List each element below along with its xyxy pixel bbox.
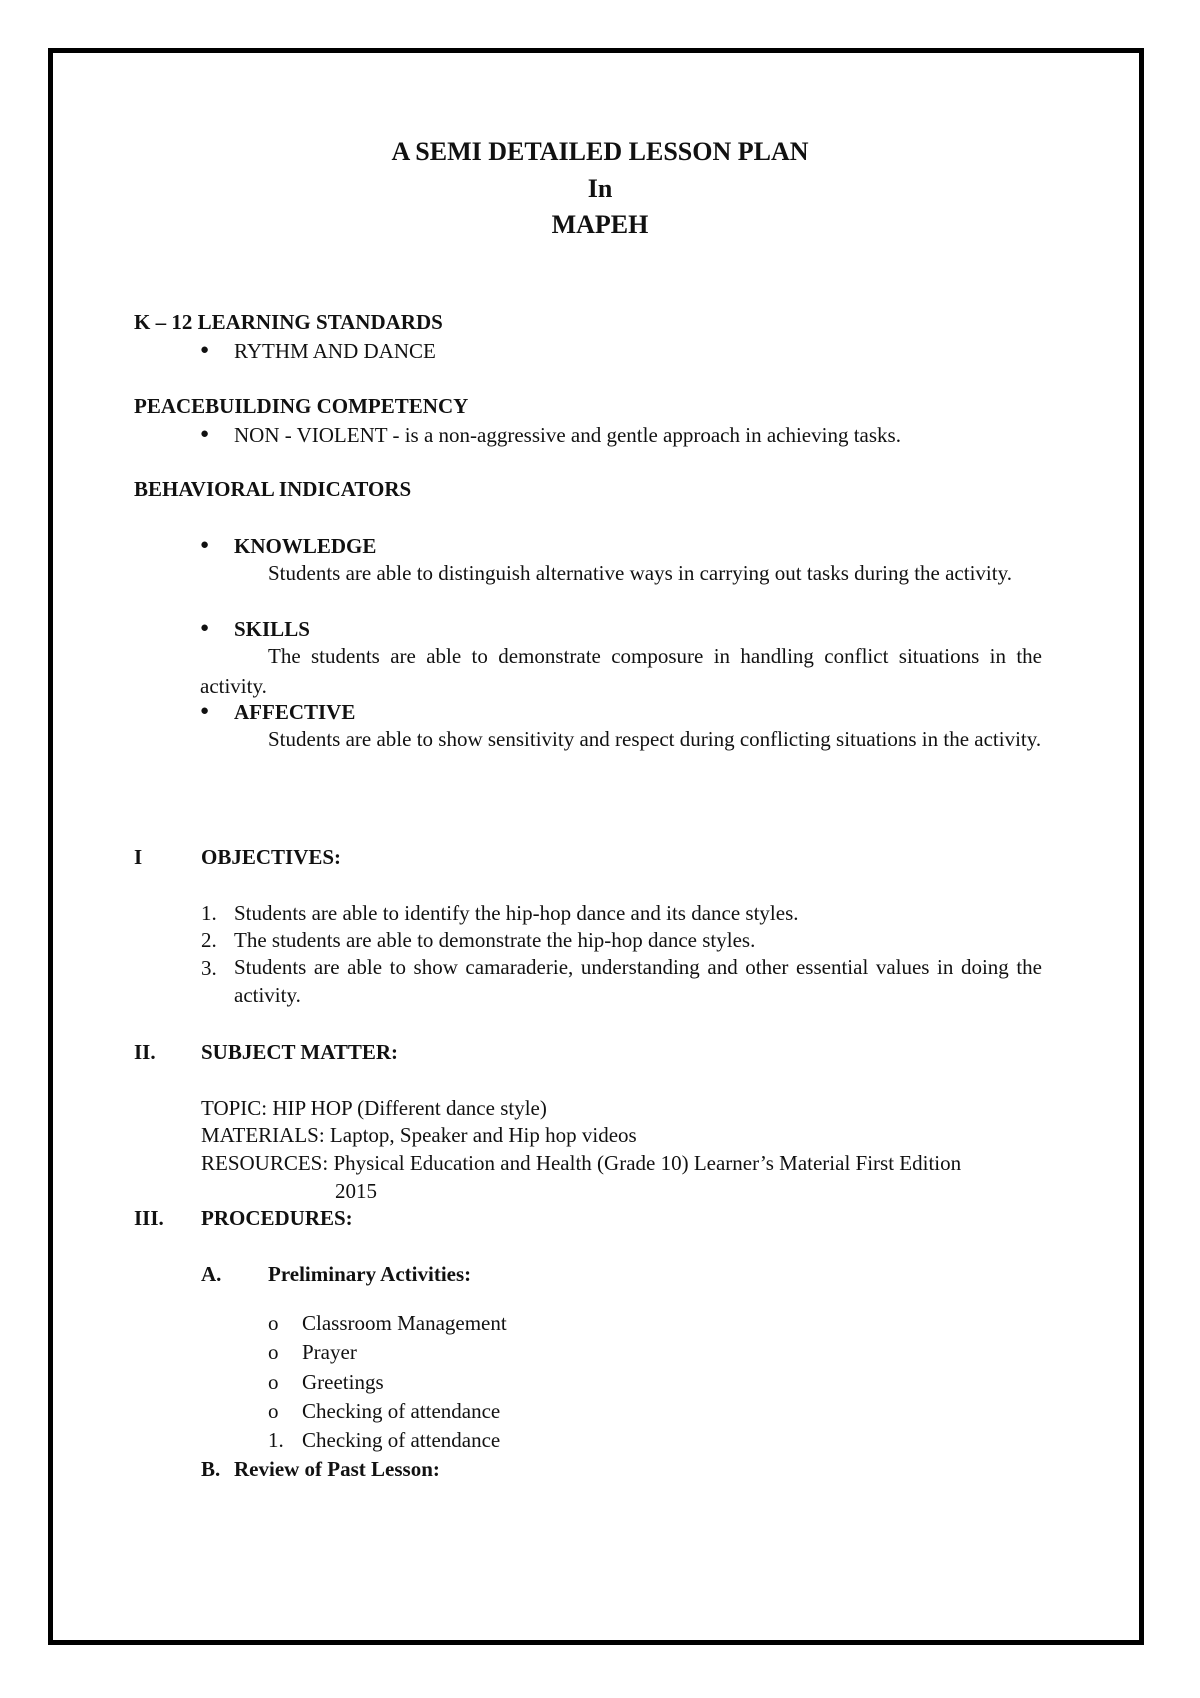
document-title: A SEMI DETAILED LESSON PLAN <box>391 137 809 166</box>
bullet-icon: ● <box>200 426 210 442</box>
subject-numeral: II. <box>134 1040 156 1064</box>
procedures-numeral: III. <box>134 1206 164 1230</box>
knowledge-label: KNOWLEDGE <box>234 534 377 558</box>
subject-topic: TOPIC: HIP HOP (Different dance style) <box>201 1096 547 1120</box>
objectives-heading: OBJECTIVES: <box>201 845 342 869</box>
competency-heading: PEACEBUILDING COMPETENCY <box>134 394 469 418</box>
list-marker: 1. <box>268 1428 284 1452</box>
section-a-letter: A. <box>201 1262 222 1286</box>
knowledge-text: Students are able to distinguish alternative ways in carrying out tasks during the activity. <box>268 561 1012 585</box>
list-marker: o <box>268 1370 279 1394</box>
bullet-icon: ● <box>200 342 210 358</box>
subject-heading: SUBJECT MATTER: <box>201 1040 399 1064</box>
list-item: Prayer <box>302 1340 357 1364</box>
objectives-numeral: I <box>134 845 143 869</box>
objective-item: Students are able to show camaraderie, understanding and other essential values in doing the activity. <box>234 955 1042 1007</box>
section-b-letter: B. <box>201 1457 221 1481</box>
list-item: Greetings <box>302 1370 384 1394</box>
subject-materials: MATERIALS: Laptop, Speaker and Hip hop videos <box>201 1123 637 1147</box>
objective-item: The students are able to demonstrate the hip-hop dance styles. <box>234 928 756 952</box>
standards-item: RYTHM AND DANCE <box>234 339 436 363</box>
bullet-icon: ● <box>200 703 210 719</box>
competency-item: NON - VIOLENT - is a non-aggressive and gentle approach in achieving tasks. <box>234 423 901 447</box>
document-subject: MAPEH <box>551 210 649 239</box>
standards-heading: K – 12 LEARNING STANDARDS <box>134 310 443 334</box>
procedures-heading: PROCEDURES: <box>201 1206 353 1230</box>
list-marker: o <box>268 1311 279 1335</box>
list-item: Checking of attendance <box>302 1399 501 1423</box>
subject-resources-year: 2015 <box>335 1179 377 1203</box>
affective-text: Students are able to show sensitivity and respect during conflicting situations in the activity. <box>268 727 1042 751</box>
objective-item: Students are able to identify the hip-hop dance and its dance styles. <box>234 901 799 925</box>
list-marker: o <box>268 1340 279 1364</box>
section-a-heading: Preliminary Activities: <box>268 1262 472 1286</box>
skills-label: SKILLS <box>234 617 310 641</box>
objective-number: 1. <box>201 901 217 925</box>
list-item: Checking of attendance <box>302 1428 501 1452</box>
subject-resources: RESOURCES: Physical Education and Health (Grade 10) Learner’s Material First Edition <box>201 1151 962 1175</box>
list-marker: o <box>268 1399 279 1423</box>
objective-number: 3. <box>201 956 217 980</box>
bullet-icon: ● <box>200 620 210 636</box>
objective-number: 2. <box>201 928 217 952</box>
document-title-in: In <box>587 174 613 203</box>
indicators-heading: BEHAVIORAL INDICATORS <box>134 477 412 501</box>
skills-text: The students are able to demonstrate composure in handling conflict situations in the activity. <box>200 644 1042 698</box>
section-b-heading: Review of Past Lesson: <box>234 1457 440 1481</box>
affective-label: AFFECTIVE <box>234 700 356 724</box>
bullet-icon: ● <box>200 537 210 553</box>
list-item: Classroom Management <box>302 1311 507 1335</box>
